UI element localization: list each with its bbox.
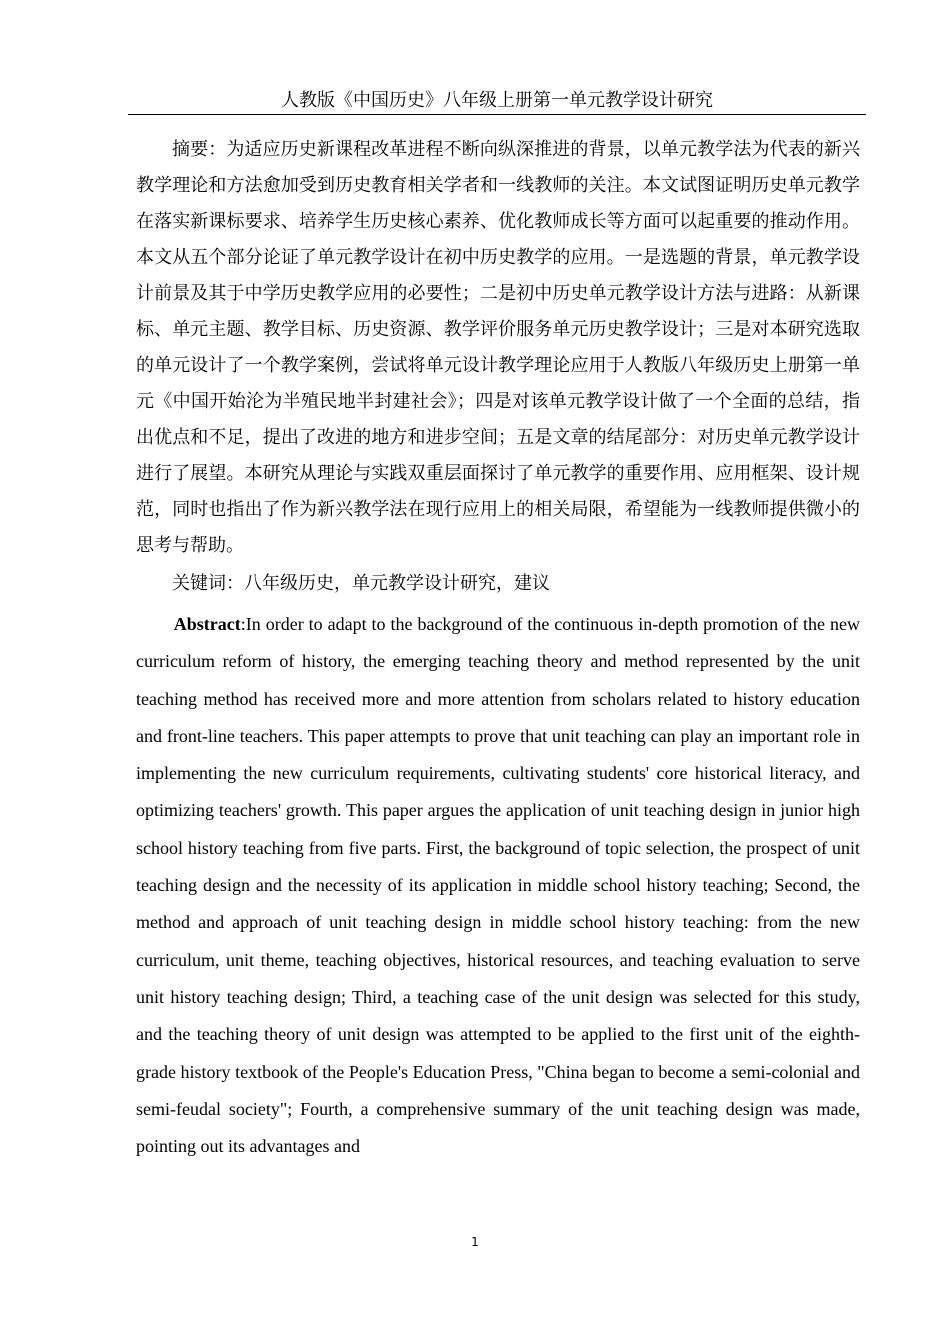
keywords-cn-paragraph — [136, 566, 860, 602]
header-title: 人教版《中国历史》八年级上册第一单元教学设计研究 — [281, 90, 713, 111]
keywords-cn-label: 关键词： — [172, 573, 244, 594]
page-number: 1 — [471, 1235, 479, 1249]
keywords-cn-text: 八年级历史，单元教学设计研究，建议 — [244, 573, 550, 594]
abstract-en-label: Abstract — [173, 614, 241, 634]
abstract-cn-label: 摘要： — [172, 139, 227, 160]
abstract-en-text: :In order to adapt to the background of the continuous in-depth promotion of the new curriculum reform of history, the emerging teaching theory and method represented by the unit teaching method has received more and more attention from scholars related to history education and front-line teachers. This paper attempts to prove that unit teaching can play an important role in implementing the new curriculum requirements, cultivating students' core historical literacy, and optimizing teachers' growth. This paper argues the application of unit teaching design in junior high school history teaching from five parts. First, the background of topic selection, the prospect of unit teaching design and the necessity of its application in middle school history teaching; Second, the method and approach of unit teaching design in middle school history teaching: from the new curriculum, unit theme, teaching objectives, historical resources, and teaching evaluation to serve unit history teaching design; Third, a teaching case of the unit design was selected for this study, and the teaching theory of unit design was attempted to be applied to the first unit of the eighth-grade history textbook of the People's Education Press, "China began to become a semi-colonial and semi-feudal society"; Fourth, a comprehensive summary of the unit teaching design was made, pointing out its advantages and — [136, 614, 860, 1157]
abstract-cn-paragraph — [136, 132, 860, 564]
page-body — [136, 132, 860, 1165]
abstract-cn-text: 为适应历史新课程改革进程不断向纵深推进的背景，以单元教学法为代表的新兴教学理论和方法愈加受到历史教育相关学者和一线教师的关注。本文试图证明历史单元教学在落实新课标要求、培养学生历史核心素养、优化教师成长等方面可以起重要的推动作用。本文从五个部分论证了单元教学设计在初中历史教学的应用。一是选题的背景，单元教学设计前景及其于中学历史教学应用的必要性；二是初中历史单元教学设计方法与进路：从新课标、单元主题、教学目标、历史资源、教学评价服务单元历史教学设计；三是对本研究选取的单元设计了一个教学案例，尝试将单元设计教学理论应用于人教版八年级历史上册第一单元《中国开始沦为半殖民地半封建社会》；四是对该单元教学设计做了一个全面的总结，指出优点和不足，提出了改进的地方和进步空间；五是文章的结尾部分：对历史单元教学设计进行了展望。本研究从理论与实践双重层面探讨了单元教学的重要作用、应用框架、设计规范，同时也指出了作为新兴教学法在现行应用上的相关局限，希望能为一线教师提供微小的思考与帮助。 — [136, 139, 861, 556]
running-header — [128, 88, 866, 115]
abstract-en-paragraph — [136, 606, 860, 1165]
